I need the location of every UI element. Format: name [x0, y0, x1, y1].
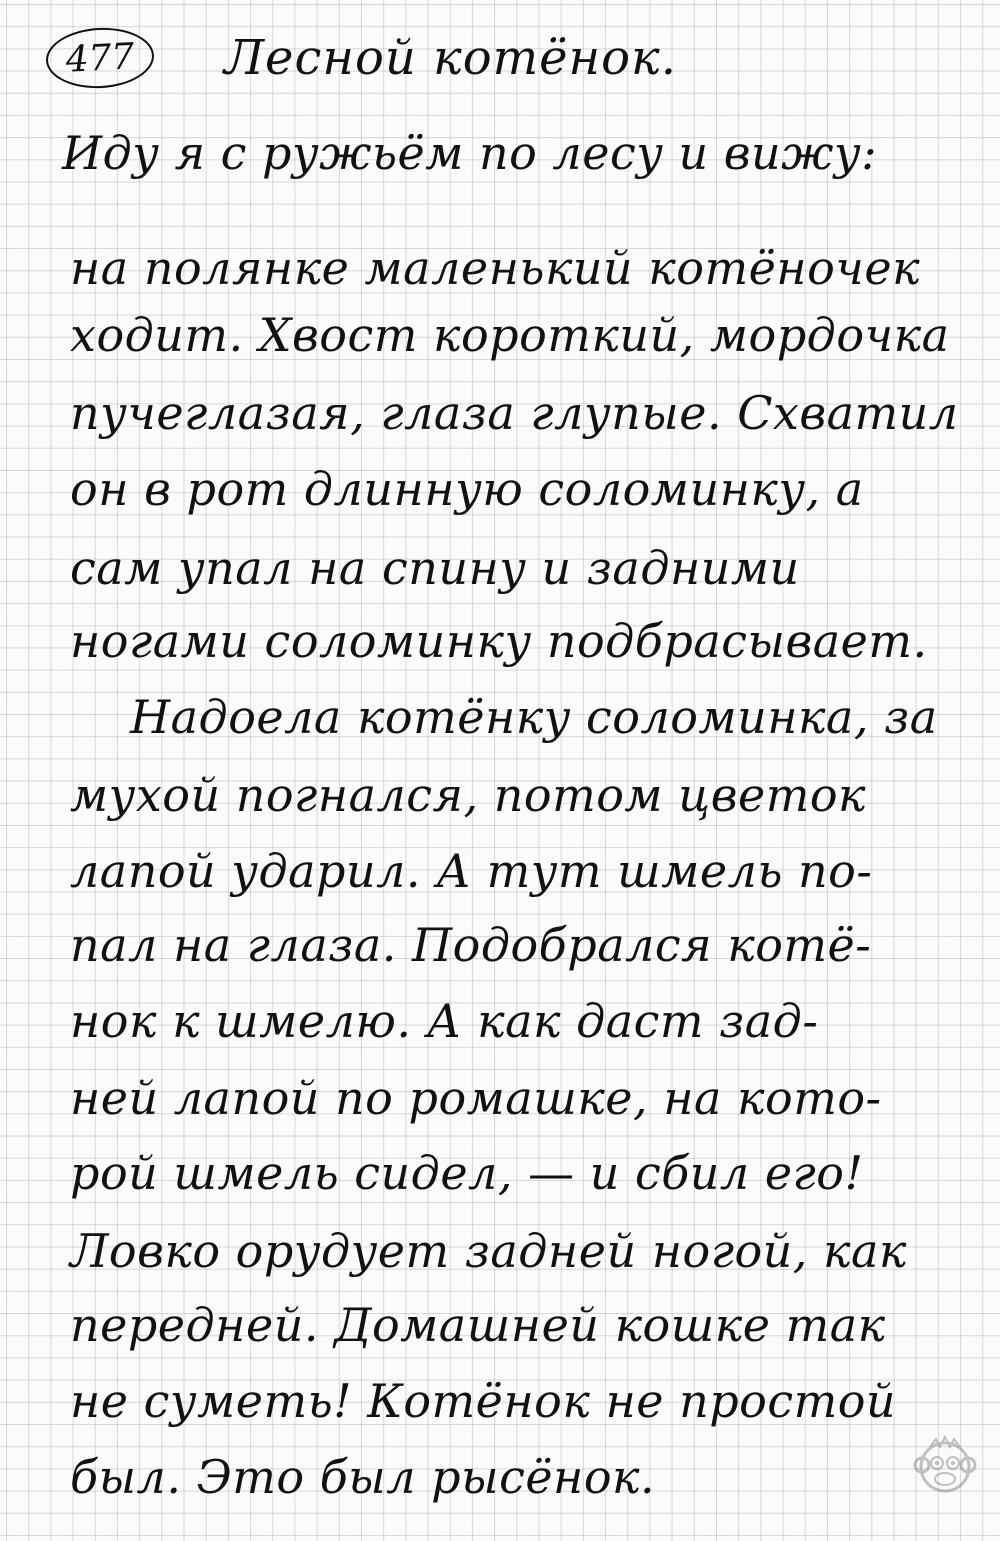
monkey-face-icon [912, 1433, 978, 1499]
task-number: 477 [64, 35, 136, 81]
text-line: не суметь! Котёнок не простой [70, 1374, 897, 1428]
text-line: ногами соломинку подбрасывает. [70, 614, 928, 668]
text-line: на полянке маленький котёночек [70, 241, 921, 295]
text-line: мухой погнался, потом цветок [70, 768, 867, 822]
text-line: рой шмель сидел, — и сбил его! [70, 1146, 864, 1200]
text-line: он в рот длинную соломинку, а [70, 462, 864, 516]
text-line: пучеглазая, глаза глупые. Схватил [70, 386, 959, 440]
text-line: пал на глаза. Подобрался котё- [70, 918, 872, 972]
text-line: Ловко орудует задней ногой, как [70, 1224, 907, 1278]
text-line: передней. Домашней кошке так [70, 1298, 886, 1352]
text-line: нок к шмелю. А как даст зад- [70, 994, 819, 1048]
text-line: ней лапой по ромашке, на кото- [70, 1071, 882, 1125]
page-title: Лесной котёнок. [224, 30, 677, 86]
text-line: лапой ударил. А тут шмель по- [70, 844, 873, 898]
task-number-circle [45, 25, 156, 91]
text-line: Надоела котёнку соломинка, за [130, 690, 938, 744]
text-line: Иду я с ружьём по лесу и вижу: [62, 126, 878, 180]
text-line: ходит. Хвост короткий, мордочка [70, 308, 950, 362]
text-line: сам упал на спину и задними [70, 541, 800, 595]
text-line: был. Это был рысёнок. [70, 1450, 656, 1504]
